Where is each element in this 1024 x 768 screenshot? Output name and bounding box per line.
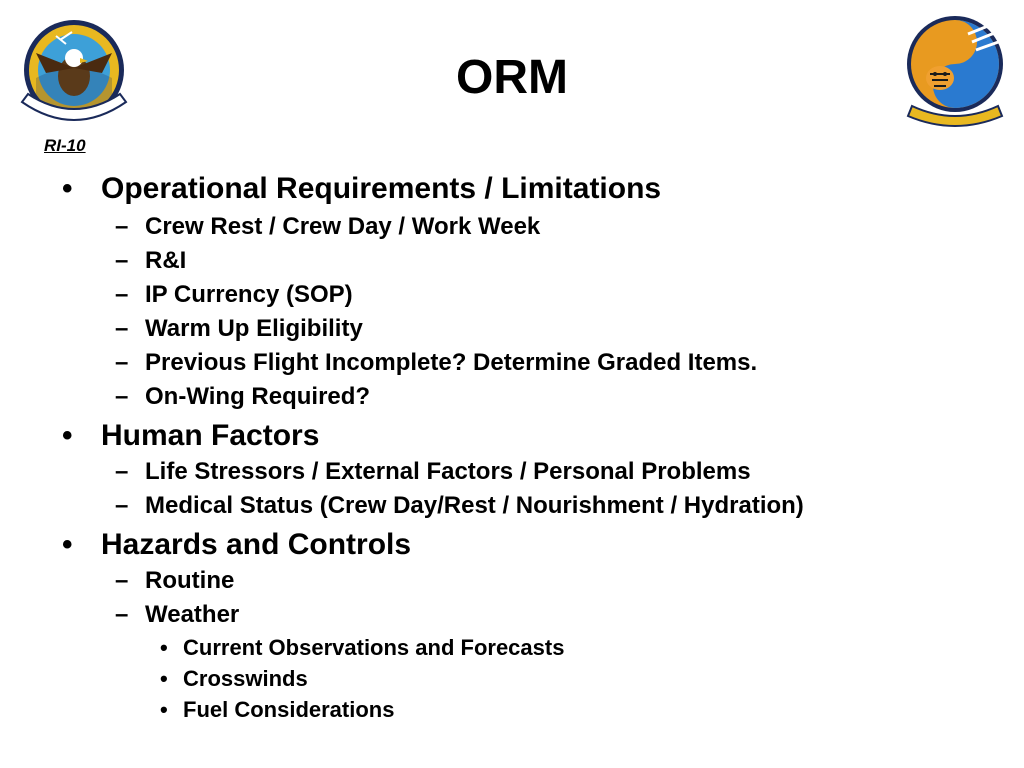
bullet-marker: • — [62, 528, 73, 561]
list-item: Previous Flight Incomplete? Determine Graded Items. — [145, 349, 758, 376]
sub-bullet-marker: • — [160, 635, 168, 660]
dash-marker: – — [115, 458, 129, 485]
list-item: Medical Status (Crew Day/Rest / Nourishment / Hydration) — [145, 492, 804, 519]
dash-marker: – — [115, 247, 129, 274]
list-item: IP Currency (SOP) — [145, 281, 353, 308]
bullet-marker: • — [62, 419, 73, 452]
list-item: Weather — [145, 601, 240, 628]
list-item: Life Stressors / External Factors / Personal Problems — [145, 458, 751, 485]
slide-title: ORM — [456, 51, 568, 104]
list-item: Crew Rest / Crew Day / Work Week — [145, 213, 541, 240]
sub-bullet-marker: • — [160, 666, 168, 691]
sub-list-item: Crosswinds — [183, 666, 308, 691]
dash-marker: – — [115, 281, 129, 308]
dash-marker: – — [115, 315, 129, 342]
list-item: On-Wing Required? — [145, 383, 371, 410]
dash-marker: – — [115, 601, 129, 628]
dash-marker: – — [115, 213, 129, 240]
list-item: Warm Up Eligibility — [145, 315, 363, 342]
bullet-marker: • — [62, 172, 73, 205]
section-heading: Hazards and Controls — [101, 528, 412, 561]
sub-list-item: Fuel Considerations — [183, 697, 395, 722]
list-item: Routine — [145, 567, 235, 594]
dash-marker: – — [115, 349, 129, 376]
dash-marker: – — [115, 492, 129, 519]
section-heading: Operational Requirements / Limitations — [101, 172, 662, 205]
dash-marker: – — [115, 567, 129, 594]
course-code-label: RI-10 — [44, 136, 86, 155]
sub-list-item: Current Observations and Forecasts — [183, 635, 565, 660]
list-item: R&I — [145, 247, 187, 274]
section-heading: Human Factors — [101, 419, 320, 452]
dash-marker: – — [115, 383, 129, 410]
sub-bullet-marker: • — [160, 697, 168, 722]
